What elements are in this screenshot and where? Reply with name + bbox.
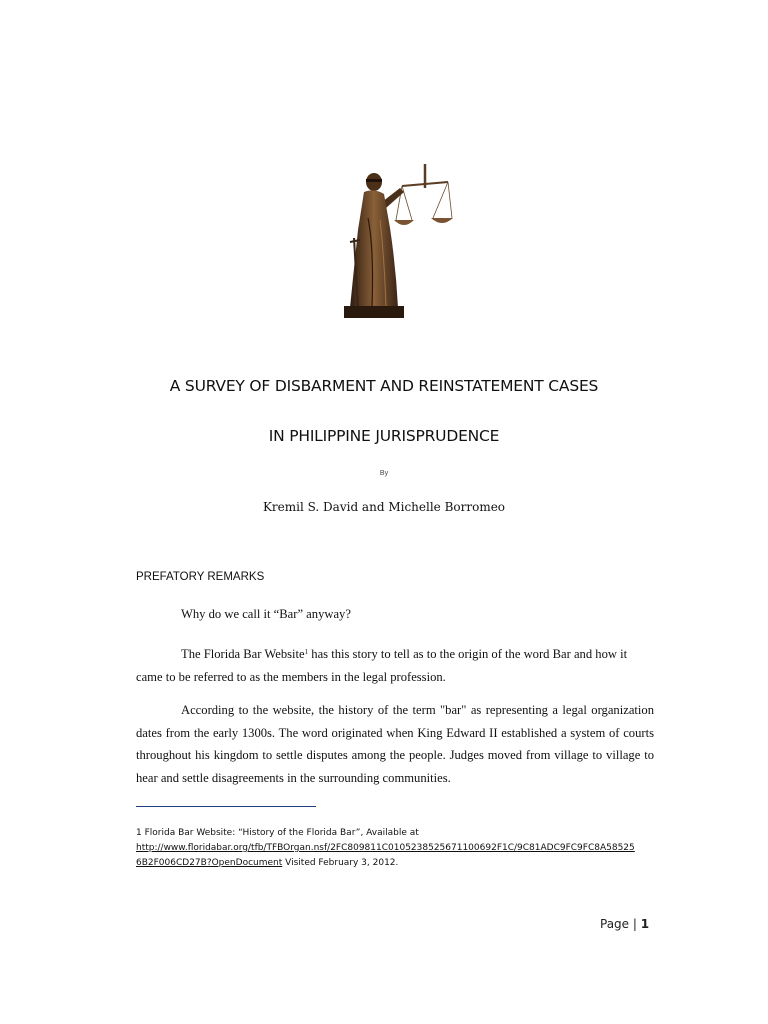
footnote-visited: Visited February 3, 2012. bbox=[285, 858, 399, 868]
lady-justice-statue-icon bbox=[330, 158, 460, 320]
section-heading: PREFATORY REMARKS bbox=[136, 571, 265, 583]
document-title-line-2: IN PHILIPPINE JURISPRUDENCE bbox=[268, 427, 500, 445]
paragraph-1-text: Why do we call it “Bar” anyway? bbox=[181, 607, 351, 621]
page-number-value: 1 bbox=[640, 917, 650, 931]
byline-label: By bbox=[379, 470, 389, 477]
footnote-link[interactable]: http://www.floridabar.org/tfb/TFBOrgan.nsf/2FC809811C0105238525671100692F1C/9C81ADC9FC9FC8A58525 6B2F006CD27B?OpenDocument bbox=[136, 843, 635, 868]
footnote-divider bbox=[136, 806, 316, 807]
page-number bbox=[600, 917, 649, 931]
footnote-reference[interactable]: 1 bbox=[304, 648, 309, 656]
paragraph-1 bbox=[136, 603, 654, 626]
paragraph-2-text-end: has this story to tell as to the origin of the word Bar and how it came to be referred to as the members in the legal profession. bbox=[136, 647, 628, 684]
footnote-text: Florida Bar Website: “History of the Florida Bar”, Available at bbox=[144, 828, 419, 838]
paragraph-3-text: According to the website, the history of the term "bar" as representing a legal organization dates from the early 1300s. The word originated when King Edward II established a system of courts throughout his kingdom to settle disputes among the people. Judges moved from village to village to hear and settle disagreements in the surrounding communities. bbox=[136, 703, 654, 785]
footnote-number: 1 bbox=[136, 828, 142, 838]
document-title-line-1: A SURVEY OF DISBARMENT AND REINSTATEMENT CASES bbox=[169, 377, 599, 395]
paragraph-2-text-start: The Florida Bar Website bbox=[181, 647, 305, 661]
paragraph-3 bbox=[136, 699, 654, 789]
authors: Kremil S. David and Michelle Borromeo bbox=[262, 500, 506, 514]
page-label: Page | bbox=[600, 917, 641, 931]
paragraph-2 bbox=[136, 641, 654, 688]
footnote bbox=[136, 826, 676, 871]
